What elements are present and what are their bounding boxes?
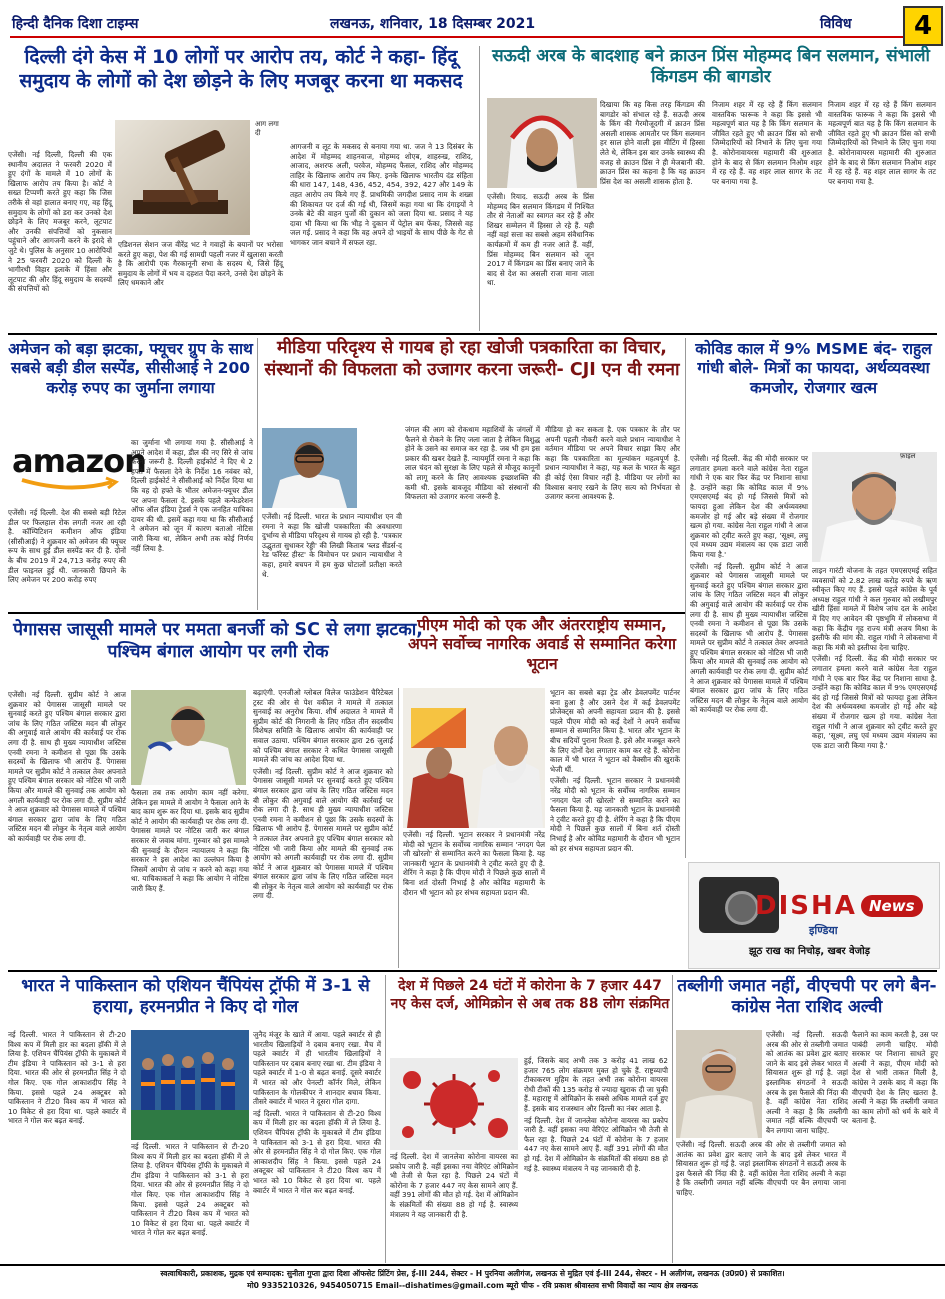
story5-col1: एजेंसी। नई दिल्ली. केंद्र की मोदी सरकार पर लगातार हमला करने वाले कांग्रेस नेता राहुल गांधी ने एक बार फिर केंद्र पर निशाना साधा है. उन्होंने कहा कि कोविड काल में 9% एमएसएमई बंद हो गई जिससे मित्रों को फायदा हुआ लेकिन देश की अर्थव्यवस्था कमजोर हो गई और बड़े संख्या में रोजगार खत्म हो गया. कांग्रेस नेता राहुल गांधी ने आज शुक्रवार को ट्वीट करते हुए कहा, 'सूक्ष्म, लघु एवं मध्यम उद्यम मंत्रालय का एक डाटा जारी किया गया है.' एजेंसी। नई दिल्ली. सुप्रीम कोर्ट ने आज शुक्रवार को पेगासस जासूसी मामले पर सुनवाई करते हुए पश्चिम बंगाल सरकार द्वारा जांच के लिए गठित जस्टिस मदन बी लोकुर की अगुवाई वाले आयोग की कार्रवाई पर रोक लगा दी है. साथ ही मुख्य न्यायाधीश जस्टिस एनवी रमना ने कमीशन से पूछा कि उसके सदस्यों के खिलाफ भी आरोप हैं. पेगासस मामले पर सुप्रीम कोर्ट ने तत्काल तेवर अपनाते हुए पश्चिम बंगाल सरकार को नोटिस भी जारी किया और मामले की सुनवाई तक आयोग को अगली कार्यवाही पर रोक लगा दी. सुप्रीम कोर्ट ने आज शुक्रवार को पेगासस मामले में पश्चिम बंगाल सरकार द्वारा जांच के लिए गठित जस्टिस मदन बी लोकुर के नेतृत्व वाले आयोग को कार्यवाही पर रोक लगा दी.	[690, 454, 808, 715]
divider	[257, 338, 258, 610]
story8-col1: नई दिल्ली. भारत ने पाकिस्तान से टी-20 विश्व कप में मिली हार का बदला हॉकी में ले लिया है. एशियन चैंपियंस ट्रॉफी के मुकाबले में टीम इंडिया ने पाकिस्तान को 3-1 से हरा दिया. भारत की ओर से हरमनप्रीत सिंह ने दो गोल किए. एक गोल आकाशदीप सिंह ने किया. इससे पहले 24 अक्टूबर को पाकिस्तान ने टी20 विश्व कप में भारत को 10 विकेट से हरा दिया था. पहले क्वार्टर में भारत ने गोल कर बढ़त बनाई.	[8, 1030, 126, 1126]
gavel-image	[115, 120, 250, 235]
story10-col2: एजेंसी। नई दिल्ली. सऊदी अरब की ओर से तब्लीगी जमात को आतंक का प्रवेश द्वार बताए जाने के बाद इसे लेकर भारत में सियासत शुरू हो गई है. जहां इस्लामिक संगठनों ने सऊदी अरब के इस फैसले की निंदा की है. वहीं कांग्रेस नेता राशिद अल्वी ने कहा है कि तब्लीगी जमात नहीं बल्कि वीएचपी पर बैन लगाया जाना चाहिए.	[676, 1140, 846, 1197]
image-caption-fire: आग लगा दी	[255, 120, 279, 137]
ad-brand: DISHA	[755, 891, 857, 921]
story2-col4: निजाम शहर में रह रहे हैं किंग सलमान वास्तविक फारूक ने कहा कि इससे भी महत्वपूर्ण बात यह है कि किंग सलमान के जीवित रहते हुए भी क्राउन प्रिंस को सभी जिम्मेदारियों को निभाने के लिए चुना गया है. कोरोनावायरस महामारी की शुरुआत होने के बाद से किंग सलमान निओम शहर में रह रहे हैं. वह शहर लाल सागर के तट पर बनाया गया है.	[828, 100, 936, 186]
page-number: 4	[903, 6, 943, 46]
rule	[8, 970, 937, 972]
ad-news: News	[861, 895, 923, 917]
masthead	[10, 12, 935, 38]
story6-col2: फैसला तब तक आयोग काम नहीं करेगा. लेकिन इस मामले में आयोग ने फैसला आने के बाद काम शुरू कर दिया था. इसके बाद सुप्रीम कोर्ट ने आयोग की कार्यवाही पर रोक लगा दी. पेगासस मामले पर नोटिस जारी कर बंगाल सरकार से जवाब मांगा. गुरुवार को इस मामले की सुनवाई के दौरान न्यायालय ने कहा कि सरकार ने इस आदेश का उल्लंघन किया है जिसमें आयोग से जांच न करने को कहा गया था. याचिकाकर्ता ने कहा कि आयोग ने नोटिस जारी किए हैं.	[131, 788, 249, 893]
story4-col3: मीडिया हो कर सकता है. एक पत्रकार के तौर पर अपनी पहली नौकरी करने वाले प्रधान न्यायाधीश ने वर्तमान मीडिया पर अपने विचार साझा किए और कहा कि पत्रकारिता का मूल्यांकन महत्वपूर्ण है. प्रधान न्यायाधीश ने कहा, यह कल के भारत के बहुत ही कोई ऐसा विचार नहीं है. मीडिया पर लोगों का विश्वास बनाए रखने के लिए सत्य को निर्भयता से उजागर करना आवश्यक है.	[545, 425, 680, 502]
headline-tablighi: तब्लीगी जमात नहीं, वीएचपी पर लगे बैन-कांग्रेस नेता राशिद अल्वी	[677, 976, 937, 1018]
headline-delhi-riots: दिल्ली दंगे केस में 10 लोगों पर आरोप तय, कोर्ट ने कहा- हिंदू समुदाय के लोगों को देश छोड़ने के लिए मजबूर करना था मकसद	[19, 46, 463, 92]
story9-col2: हुई, जिसके बाद अभी तक 3 करोड़ 41 लाख 62 हजार 765 लोग संक्रमण मुक्त हो चुके हैं. राष्ट्रव्यापी टीकाकरण मुहिम के तहत अभी तक कोरोना वायरस रोधी टीकों की 135 करोड़ से ज्यादा खुराक दी जा चुकी हैं. महाराष्ट्र में ओमिक्रोन के सबसे अधिक मामले दर्ज हुए हैं. इसके बाद राजस्थान और दिल्ली का नंबर आता है. नई दिल्ली. देश में जानलेवा कोरोना वायरस का प्रकोप जारी है. वहीं इसका नया वेरिएंट ओमिक्रोन भी तेजी से फैल रहा है. पिछले 24 घंटों में कोरोना के 7 हजार 447 नए केस सामने आए हैं. वहीं 391 लोगों की मौत हो गई. देश में ओमिक्रोन के संक्रमितों की संख्या 88 हो गई है. स्वास्थ्य मंत्रालय ने यह जानकारी दी है.	[524, 1056, 668, 1173]
imprint-line-2: मो0 9335210326, 9454050715 Email--dishatimes@gmail.com ब्यूरो चीफ - रवि प्रकाश श्रीवास्तव सभी विवादों का न्याय क्षेत्र लखनऊ	[247, 1281, 698, 1290]
story9-col1: नई दिल्ली. देश में जानलेवा कोरोना वायरस का प्रकोप जारी है. वहीं इसका नया वेरिएंट ओमिक्रोन भी तेजी से फैल रहा है. पिछले 24 घंटों में कोरोना के 7 हजार 447 नए केस सामने आए हैं. वहीं 391 लोगों की मौत हो गई. देश में ओमिक्रोन के संक्रमितों की संख्या 88 हो गई है. स्वास्थ्य मंत्रालय ने यह जानकारी दी है.	[390, 1152, 518, 1219]
paper-name: हिन्दी दैनिक दिशा टाइम्स	[12, 16, 139, 32]
story2-col2: दिखाया कि वह किस तरह किंगडम की बागडोर को संभाल रहे हैं. सऊदी अरब के किंग की गैरमौजूदगी में क्राउन प्रिंस असली शासक आमतौर पर किंग सलमान हर साल होने वाली इस मीटिंग में हिस्सा लेते थे, लेकिन इस बार उनके स्वास्थ्य की वजह से क्राउन प्रिंस ने ही मेजबानी की. क्राउन प्रिंस का कहना है कि यह क्राउन प्रिंस देश का असली शासक होता है.	[600, 100, 705, 186]
hockey-team-photo	[131, 1030, 249, 1140]
headline-cji-media: मीडिया परिदृश्य से गायब हो रहा खोजी पत्रकारिता का विचार, संस्थानों की विफलता को उजागर करना जरूरी- CJI एन वी रमना	[264, 338, 680, 380]
cji-photo	[262, 428, 357, 508]
story4-col2: जंगल की आग को रोकथाम महाशियों के जंगलों में फैलने से रोकने के लिए जला जाता है लेकिन विशुद्ध होने के उसने का समाज कर रहा है. जब भी हम इस प्रकार की खबर देखते हैं. न्यायमूर्ति रमना ने कहा कि लाल चंदन को सुरक्षा के लिए पहले से मौजूद कानूनों को लागू करने के लिए आवश्यक इच्छाशक्ति की कमी थी. इसके बावजूद मीडिया को संस्थानों की विफलता को उजागर करना जरूरी है.	[405, 425, 540, 502]
story4-col1: एजेंसी। नई दिल्ली. भारत के प्रधान न्यायाधीश एन वी रमना ने कहा कि खोजी पत्रकारिता की अवधारणा दुर्भाग्य से मीडिया परिदृश्य से गायब हो रही है. 'पत्रकार उद्भुतता सुधाकर रेड्डी' की लिखी किताब 'ब्लड सैंडर्स-द रेड फॉरेस्ट हीस्ट' के विमोचन पर प्रधान न्यायाधीश ने कहा, हमारे बचपन में हम कुछ घोटालों प्रतीक्षा करते थे.	[262, 512, 402, 579]
disha-news-ad	[688, 862, 940, 969]
story10-col1: एजेंसी। नई दिल्ली. सऊदी अरब की ओर से तब्लीगी जमात को आतंक का प्रवेश द्वार बताए जाने के बाद इसे लेकर भारत में सियासत शुरू हो गई है. जहां इस्लामिक संगठनों ने सऊदी अरब के इस फैसले की निंदा की है. वहीं कांग्रेस नेता राशिद अल्वी ने कहा है कि तब्लीगी जमात नहीं बल्कि वीएचपी पर बैन लगाया जाना चाहिए.	[766, 1030, 848, 1135]
story10-col3: फैलाने का काम करती है, उस पर पाबंदी लगनी चाहिए. मोदी सरकार पर निशाना साधते हुए अल्वी ने कहा, पीएम मोदी को देश से भारी ताकत मिली है, कांग्रेस ने उसके बाद में कहा कि वीएचपी देश के लिए खतरा है. अल्वी ने कहा कि तब्लीगी जमात का काम लोगों को धर्म के बारे में बताना है.	[852, 1030, 938, 1126]
imprint-line-1: स्वत्वाधिकारी, प्रकाशक, मुद्रक एवं सम्पादक: सुनीता गुप्ता द्वारा दिशा ऑफसेट प्रिंटिंग प्रेस, ई-III 244, सेक्टर - H पुरनिया अलीगंज, लखनऊ से मुद्रित एवं ई-III 244, सेक्टर - H अलीगंज, लखनऊ (उ0प्र0) से प्रकाशित।	[160, 1269, 785, 1278]
story5-col2: लाइन गारंटी योजना के तहत एमएसएमई सहित व्यवसायों को 2.82 लाख करोड़ रुपये के ऋण स्वीकृत किए गए हैं. इससे पहले कांग्रेस के पूर्व अध्यक्ष राहुल गांधी ने कल गुरुवार को लखीमपुर खीरी हिंसा मामले में विशेष जांच दल के आदेश में दिए गए आवेदन की पृष्ठभूमि में लोकसभा में कहा कि केंद्रीय गृह राज्य मंत्री अजय मिश्रा के इस्तीफे की मांग की. राहुल गांधी ने लोकसभा में कहा कि मंत्री को इस्तीफा देना चाहिए. एजेंसी। नई दिल्ली. केंद्र की मोदी सरकार पर लगातार हमला करने वाले कांग्रेस नेता राहुल गांधी ने एक बार फिर केंद्र पर निशाना साधा है. उन्होंने कहा कि कोविड काल में 9% एमएसएमई बंद हो गई जिससे मित्रों को फायदा हुआ लेकिन देश की अर्थव्यवस्था कमजोर हो गई और बड़े संख्या में रोजगार खत्म हो गया. कांग्रेस नेता राहुल गांधी ने आज शुक्रवार को ट्वीट करते हुए कहा, 'सूक्ष्म, लघु एवं मध्यम उद्यम मंत्रालय का एक डाटा जारी किया गया है.'	[812, 566, 937, 750]
story1-col1: एजेंसी। नई दिल्ली, दिल्ली की एक स्थानीय अदालत ने फरवरी 2020 में हुए दंगों के मामले में 10 लोगों के खिलाफ आरोप तय किया है। कोर्ट ने सख्त टिप्पणी करते हुए कहा कि जिस तरीके से वहां हालात बनाए गए, वह हिंदू समुदाय के लोगों को डरा कर उनको देश छोड़ने के लिए मजबूर करने, लूटपाट और उनकी संपत्तियों को नुकसान पहुंचाने और आगजनी करने के इरादे से जुटे थे। पुलिस के अनुसार 10 आरोपियों ने 25 फरवरी 2020 को दिल्ली के भागीरथी विहार इलाके में हिंसा और लूटपाट की और हिंदू समुदाय के सदस्यों की संपत्तियों को	[8, 150, 112, 294]
story7-col2: भूटान का सबसे बड़ा ट्रेड और डेवलपमेंट पार्टनर बना हुआ है और उसने देश में कई डेवलपमेंट प्रोजेक्ट्स को अपनी सहायता प्रदान की है. इससे पहले पीएम मोदी को कई देशों ने अपने सर्वोच्च सम्मान से सम्मानित किया है. भारत और भूटान के बीच सदियों पुराना रिश्ता है. इसे और मजबूत करने के लिए दोनों देश लगातार काम कर रहे हैं. कोरोना काल में भी भारत ने भूटान को वैक्सीन की खुराकें भेजी थीं. एजेंसी। नई दिल्ली. भूटान सरकार ने प्रधानमंत्री नरेंद्र मोदी को भूटान के सर्वोच्च नागरिक सम्मान 'नगदग पेल जी खोरलो' से सम्मानित करने का फैसला किया है. यह जानकारी भूटान के प्रधानमंत्री ने ट्वीट करते हुए दी है. शेरिंग ने कहा है कि पीएम मोदी ने पिछले कुछ सालों में बिना शर्त दोस्ती निभाई है और कोविड महामारी के दौरान भी भूटान को हर संभव सहायता प्रदान की.	[550, 688, 680, 853]
rule	[8, 333, 937, 335]
story3-col2: का जुर्माना भी लगाया गया है. सीसीआई ने अपने आदेश में कहा, डील की नए सिरे से जांच करना जरूरी है. दिल्ली हाईकोर्ट ने दिए थे 2 हफ्ते में फैसला देने के निर्देश 16 नवंबर को, दिल्ली हाईकोर्ट ने सीसीआई को निर्देश दिया था कि वह दो हफ्ते के भीतर अमेजन-फ्यूचर डील पर अपना फैसला दे. इसके पहले कन्फेडरेशन ऑफ ऑल इंडिया ट्रेडर्स ने एक जनहित याचिका दायर की थी. इसमें कहा गया था कि सीसीआई ने अमेजन को जून में कारण बताओ नोटिस जारी किया था, लेकिन अभी तक कोई निर्णय नहीं लिया है.	[131, 438, 253, 553]
story7-col1: एजेंसी। नई दिल्ली. भूटान सरकार ने प्रधानमंत्री नरेंद्र मोदी को भूटान के सर्वोच्च नागरिक सम्मान 'नगदग पेल जी खोरलो' से सम्मानित करने का फैसला किया है. यह जानकारी भूटान के प्रधानमंत्री ने ट्वीट करते हुए दी है. शेरिंग ने कहा है कि पीएम मोदी ने पिछले कुछ सालों में बिना शर्त दोस्ती निभाई है और कोविड महामारी के दौरान भी भूटान को हर संभव सहायता प्रदान की.	[403, 830, 545, 897]
divider	[685, 338, 686, 858]
story8-col2: नई दिल्ली. भारत ने पाकिस्तान से टी-20 विश्व कप में मिली हार का बदला हॉकी में ले लिया है. एशियन चैंपियंस ट्रॉफी के मुकाबले में टीम इंडिया ने पाकिस्तान को 3-1 से हरा दिया. भारत की ओर से हरमनप्रीत सिंह ने दो गोल किए. एक गोल आकाशदीप सिंह ने किया. इससे पहले 24 अक्टूबर को पाकिस्तान ने टी20 विश्व कप में भारत को 10 विकेट से हरा दिया था. पहले क्वार्टर में भारत ने गोल कर बढ़त बनाई.	[131, 1142, 249, 1238]
coronavirus-image	[390, 1058, 518, 1150]
headline-saudi-prince: सऊदी अरब के बादशाह बने क्राउन प्रिंस मोहम्मद बिन सलमान, संभाली किंगडम की बागडोर	[492, 46, 930, 88]
headline-covid: देश में पिछले 24 घंटों में कोरोना के 7 हजार 447 नए केस दर्ज, ओमिक्रोन से अब तक 88 लोग संक्रमित	[390, 978, 670, 1012]
headline-pm-bhutan: पीएम मोदी को एक और अंतरराष्ट्रीय सम्मान, अपने सर्वोच्च नागरिक अवार्ड से सम्मानित करेगा भूटान	[407, 616, 677, 673]
story1-col3: आगजनी व लूट के मकसद से बनाया गया था. जज ने 13 दिसंबर के आदेश में मोहम्मद शाहनवाज, मोहम्मद शोएब, शाहरुख, राशिद, आजाद, अशरफ अली, परवेज, मोहम्मद फैसल, राशिद और मोहम्मद ताहिर के खिलाफ आरोप तय किए. इनके खिलाफ भारतीय दंड संहिता की धारा 147, 148, 436, 452, 454, 392, 427 और 149 के तहत आरोप तय किये गए हैं. प्राथमिकी जगदीश प्रसाद नाम के शख्स की शिकायत पर दर्ज की गई थी, जिसमें कहा गया था कि दंगाइयों ने उनके बेटे की वाहन पुर्जों की दुकान को जला दिया था. प्रसाद ने यह दावा भी किया था कि भीड़ ने दुकान में पेट्रोल बम फेंका, जिससे वह जल गई. प्रसाद ने कहा कि वह अपने दो भाइयों के साथ पीछे के गेट से भागकर जान बचाने में सफल रहा.	[290, 142, 473, 247]
divider	[479, 46, 480, 331]
ad-tagline: इण्डिया	[809, 924, 838, 937]
amazon-logo: amazon	[12, 442, 127, 492]
story1-col2: एडिशनल सेशन जज वीरेंद्र भट ने गवाहों के बयानों पर भरोसा करते हुए कहा, पेश की गई सामग्री पहली नजर में खुलासा करती है कि आरोपी एक गैरकानूनी सभा के सदस्य थे, जिसे हिंदू समुदाय के लोगों में भय व दहशत पैदा करने, उनसे देश छोड़ने के लिए धमकाने और	[118, 240, 283, 288]
story3-col1: एजेंसी। नई दिल्ली. देश की सबसे बड़ी रिटेल डील पर फिलहाल रोक लगती नजर आ रही है. कॉम्पिटिशन कमीशन ऑफ इंडिया (सीसीआई) ने शुक्रवार को अमेजन की फ्यूचर रूप के साथ हुई डील सस्पेंड कर दी है. दोनों के बीच 2019 में 24,713 करोड़ रुपए की डील फाइनल हुई थी. जानकारी छिपाने के लिए अमेजन पर 200 करोड़ रुपए	[8, 508, 126, 585]
story8-col3: जुनैद मंजूर के खाते में आया. पहले क्वार्टर से ही भारतीय खिलाड़ियों ने दबाव बनाए रखा. मैच में पहले क्वार्टर में ही भारतीय खिलाड़ियों ने पाकिस्तान पर दबाव बनाए रखा था. टीम इंडिया ने पहले क्वार्टर में 1-0 से बढ़त बनाई. दूसरे क्वार्टर में भारत को और पेनल्टी कॉर्नर मिले, लेकिन पाकिस्तान के गोलकीपर ने शानदार बचाव किया. तीसरे क्वार्टर में भारत ने दूसरा गोल दागा. नई दिल्ली. भारत ने पाकिस्तान से टी-20 विश्व कप में मिली हार का बदला हॉकी में ले लिया है. एशियन चैंपियंस ट्रॉफी के मुकाबले में टीम इंडिया ने पाकिस्तान को 3-1 से हरा दिया. भारत की ओर से हरमनप्रीत सिंह ने दो गोल किए. एक गोल आकाशदीप सिंह ने किया. इससे पहले 24 अक्टूबर को पाकिस्तान ने टी20 विश्व कप में भारत को 10 विकेट से हरा दिया था. पहले क्वार्टर में भारत ने गोल कर बढ़त बनाई.	[253, 1030, 381, 1195]
headline-hockey: भारत ने पाकिस्तान को एशियन चैंपियंस ट्रॉफी में 3-1 से हराया, हरमनप्रीत ने किए दो गोल	[21, 976, 370, 1018]
story2-col1: एजेंसी। रियाद. सऊदी अरब के प्रिंस मोहम्मद बिन सलमान किंगडम में निश्चित तौर से नेताओं का स्वागत कर रहे हैं और शिखर सम्मेलन में हिस्सा ले रहे हैं. यही नहीं वहां सत्ता का सबसे अहम संवैधानिक कार्यक्रमों में कम ही नजर आते हैं. वहीं, प्रिंस मोहम्मद बिन सलमान को जून 2017 में किंगडम का प्रिंस बनाए जाने के बाद से देश का असली राजा माना जाता था.	[487, 192, 594, 288]
story6-col1: एजेंसी। नई दिल्ली. सुप्रीम कोर्ट ने आज शुक्रवार को पेगासस जासूसी मामले पर सुनवाई करते हुए पश्चिम बंगाल सरकार द्वारा जांच के लिए गठित जस्टिस मदन बी लोकुर की अगुवाई वाले आयोग की कार्रवाई पर रोक लगा दी है. साथ ही मुख्य न्यायाधीश जस्टिस एनवी रमना ने कमीशन से पूछा कि उसके सदस्यों के खिलाफ भी आरोप हैं. पेगासस मामले पर सुप्रीम कोर्ट ने तत्काल तेवर अपनाते हुए पश्चिम बंगाल सरकार को नोटिस भी जारी किया और मामले की सुनवाई तक आयोग को अगली कार्यवाही पर रोक लगा दी. सुप्रीम कोर्ट ने आज शुक्रवार को पेगासस मामले में पश्चिम बंगाल सरकार द्वारा जांच के लिए गठित जस्टिस मदन बी लोकुर के नेतृत्व वाले आयोग को कार्यवाही पर रोक लगा दी.	[8, 690, 126, 843]
imprint-footer	[0, 1264, 945, 1299]
story2-col3: निजाम शहर में रह रहे हैं किंग सलमान वास्तविक फारूक ने कहा कि इससे भी महत्वपूर्ण बात यह है कि किंग सलमान के जीवित रहते हुए भी क्राउन प्रिंस को सभी जिम्मेदारियों को निभाने के लिए चुना गया है. कोरोनावायरस महामारी की शुरुआत होने के बाद से किंग सलमान निओम शहर में रह रहे हैं. वह शहर लाल सागर के तट पर बनाया गया है.	[712, 100, 822, 186]
headline-amazon: अमेजन को बड़ा झटका, फ्यूचर ग्रुप के साथ सबसे बड़ी डील सस्पेंड, सीसीआई ने 200 करोड़ रुपए का जुर्माना लगाया	[8, 340, 253, 397]
saudi-prince-photo	[487, 98, 597, 188]
headline-pegasus: पेगासस जासूसी मामले पर ममता बनर्जी को SC से लगा झटका, पश्चिम बंगाल आयोग पर लगी रोक	[13, 620, 423, 662]
modi-bhutan-photo	[403, 688, 545, 828]
divider	[385, 975, 386, 1263]
rashid-alvi-photo	[676, 1030, 762, 1138]
divider	[398, 688, 399, 968]
mamata-photo	[131, 690, 246, 785]
rule	[8, 612, 685, 614]
divider	[672, 975, 673, 1263]
dateline: लखनऊ, शनिवार, 18 दिसम्बर 2021	[330, 16, 536, 32]
rahul-gandhi-photo	[812, 452, 937, 562]
ad-slogan: झूठ राख का निचोड़, खबर वेजोड़	[749, 946, 871, 957]
section-name: विविध	[820, 16, 852, 32]
headline-rahul-msme: कोविड काल में 9% MSME बंद- राहुल गांधी बोले- मित्रों का फायदा, अर्थव्यवस्था कमजोर, रोजगार खत्म	[695, 340, 932, 397]
story6-col3: बढ़ाएंगी. एनजीओ ग्लोबल विलेज फाउंडेशन चैरिटेबल ट्रस्ट की ओर से पेश वकील ने मामले में तत्काल सुनवाई का अनुरोध किया. शीर्ष अदालत ने मामले में सुप्रीम कोर्ट की निगरानी के लिए गठित तीन सदस्यीय विशेषज्ञ समिति के खिलाफ आयोग की कार्यवाही पर सवाल उठाया. पश्चिम बंगाल सरकार द्वारा 26 जुलाई को पश्चिम बंगाल सरकार ने कथित पेगासस जासूसी मामले की जांच का आदेश दिया था. एजेंसी। नई दिल्ली. सुप्रीम कोर्ट ने आज शुक्रवार को पेगासस जासूसी मामले पर सुनवाई करते हुए पश्चिम बंगाल सरकार द्वारा जांच के लिए गठित जस्टिस मदन बी लोकुर की अगुवाई वाले आयोग की कार्रवाई पर रोक लगा दी है. साथ ही मुख्य न्यायाधीश जस्टिस एनवी रमना ने कमीशन से पूछा कि उसके सदस्यों के खिलाफ भी आरोप हैं. पेगासस मामले पर सुप्रीम कोर्ट ने तत्काल तेवर अपनाते हुए पश्चिम बंगाल सरकार को नोटिस भी जारी किया और मामले की सुनवाई तक आयोग को अगली कार्यवाही पर रोक लगा दी. सुप्रीम कोर्ट ने आज शुक्रवार को पेगासस मामले में पश्चिम बंगाल सरकार द्वारा जांच के लिए गठित जस्टिस मदन बी लोकुर के नेतृत्व वाले आयोग को कार्यवाही पर रोक लगा दी.	[253, 688, 393, 901]
image-tag-file: फ़ाइल	[900, 452, 916, 460]
